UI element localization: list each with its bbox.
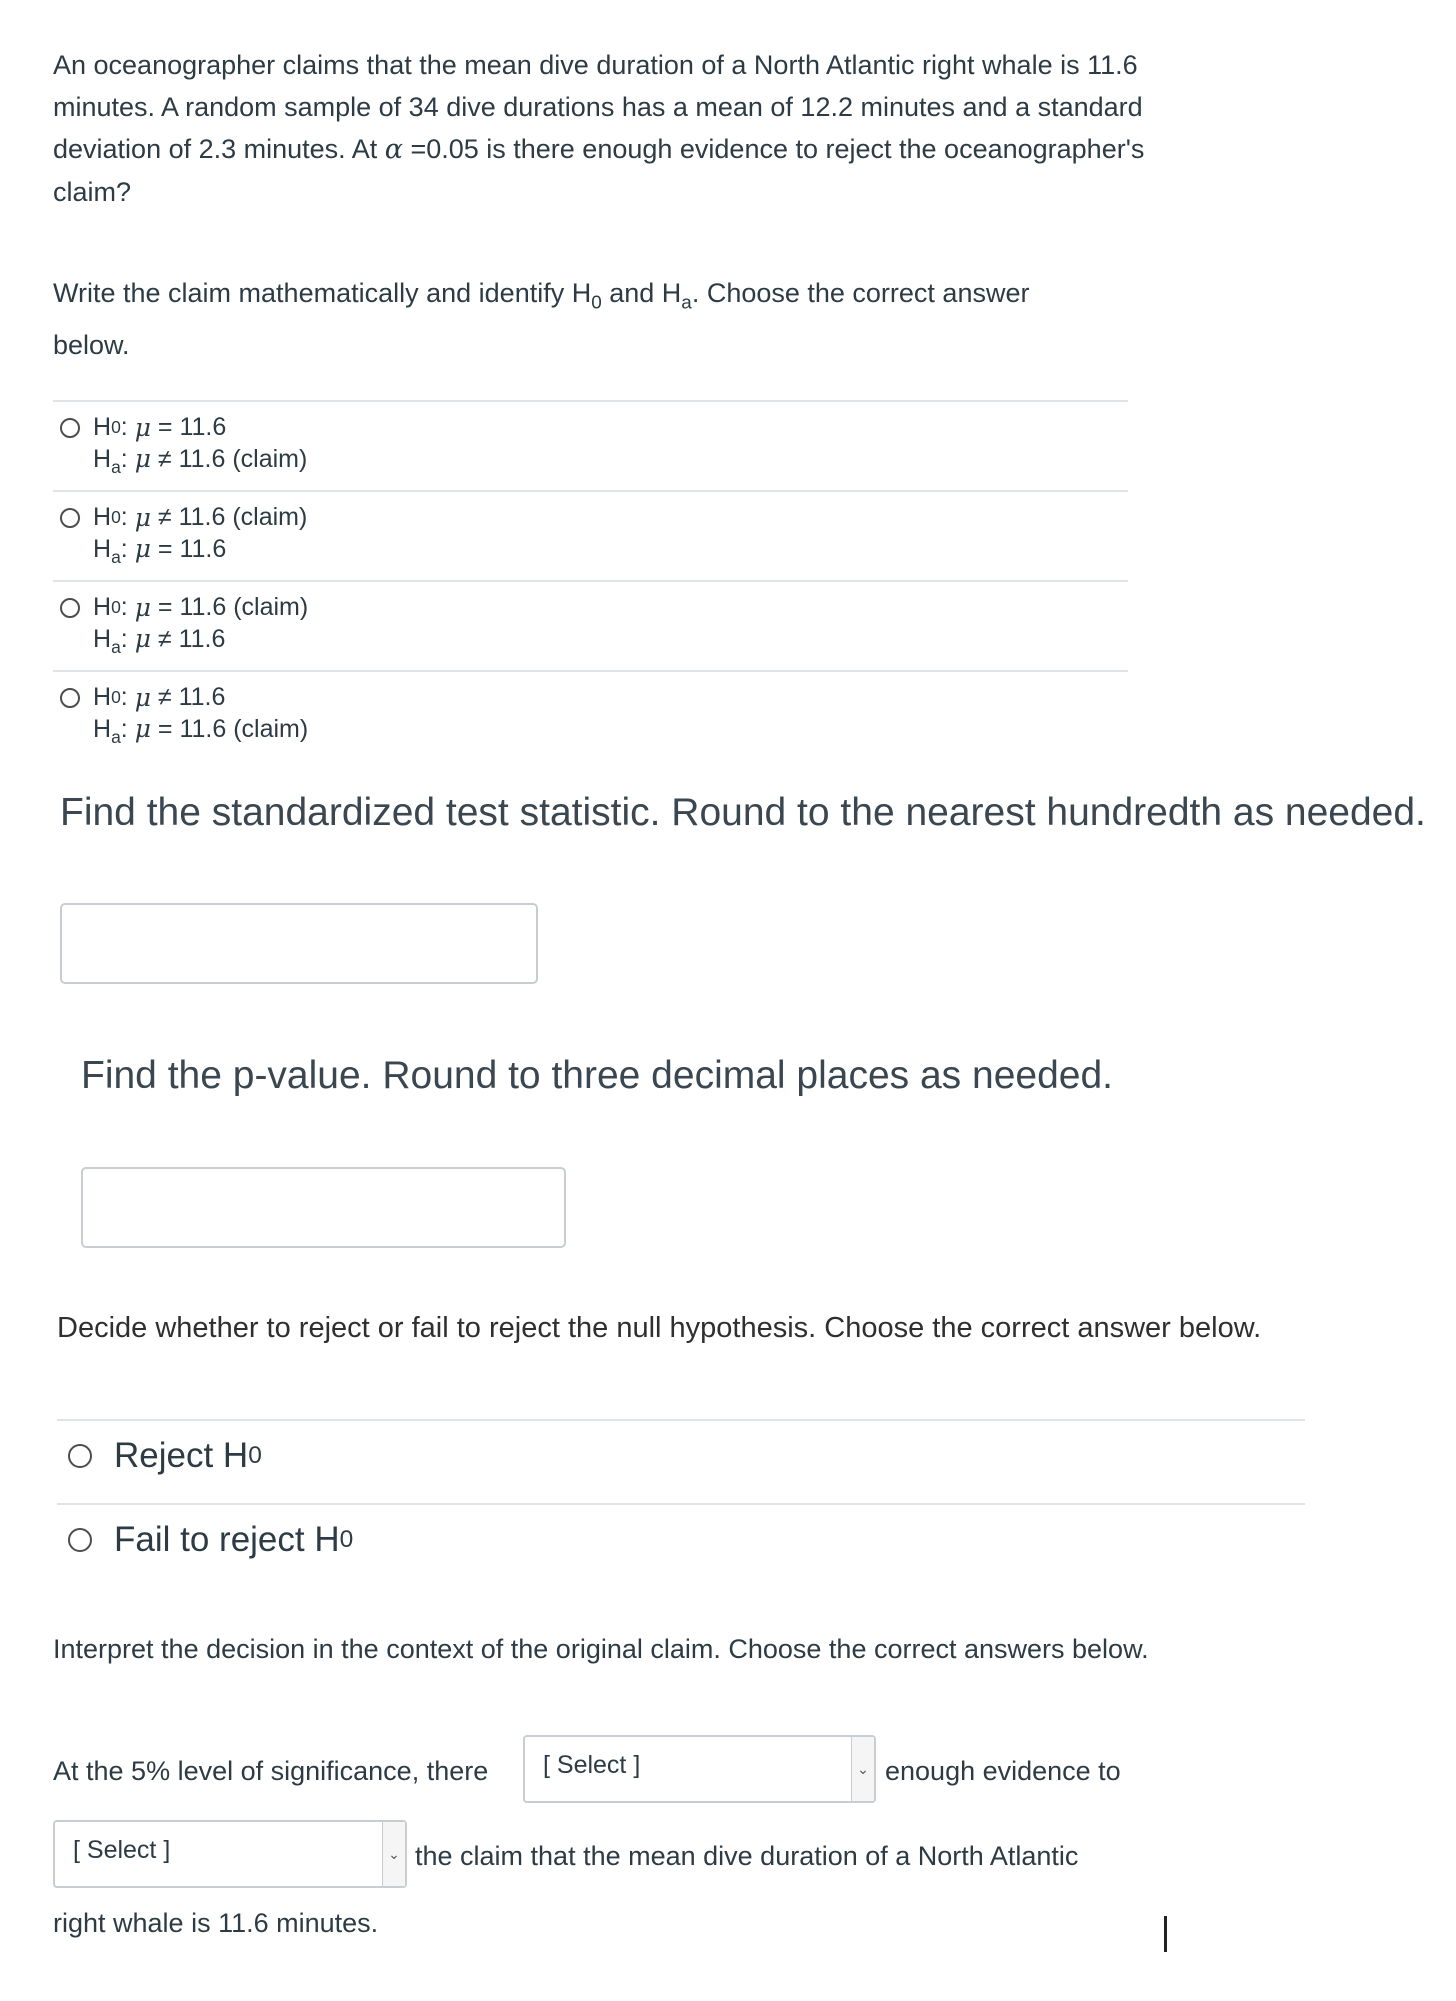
hypothesis-option-4[interactable]: H 0 : μ ≠ 11.6 $H_a$: μ = 11.6 (claim) [58, 682, 308, 753]
divider [53, 580, 1128, 582]
test-statistic-heading: Find the standardized test statistic. Round to the nearest hundredth as needed. [60, 791, 1426, 834]
fail-to-reject-h0-option[interactable]: Fail to reject H 0 [68, 1520, 353, 1560]
hypothesis-option-2[interactable]: H 0 : μ ≠ 11.6 (claim) $H_a$: μ = 11.6 [58, 502, 307, 573]
ha-statement: ≠ 11.6 (claim) [157, 445, 308, 473]
radio-icon[interactable] [60, 418, 80, 438]
radio-icon[interactable] [60, 688, 80, 708]
ha-statement: = 11.6 (claim) [157, 715, 309, 743]
divider [57, 1503, 1305, 1505]
hypothesis-prompt: Write the claim mathematically and identify $H_0$ and $H_a$. Choose the correct answer below. [53, 278, 1030, 361]
ha-statement: = 11.6 [157, 535, 227, 563]
text-cursor-icon [1164, 1916, 1167, 1952]
divider [53, 490, 1128, 492]
h0-statement: ≠ 11.6 (claim) [157, 503, 308, 531]
h0-statement: = 11.6 [157, 413, 227, 441]
action-select[interactable]: [ Select ] ⌄ [53, 1820, 407, 1888]
hypothesis-option-3[interactable]: H 0 : μ = 11.6 (claim) $H_a$: μ ≠ 11.6 [58, 592, 308, 663]
p-value-heading: Find the p-value. Round to three decimal places as needed. [81, 1054, 1113, 1097]
hypothesis-option-1[interactable]: H 0 : μ = 11.6 $H_a$: μ ≠ 11.6 (claim) [58, 412, 307, 483]
problem-statement: An oceanographer claims that the mean dive duration of a North Atlantic right whale is 11.6 minutes. A random sample of 34 dive durations has a mean of 12.2 minutes and a standard deviation of 2.3 minutes. At α =0.05 is there enough evidence to reject the oceanographer's claim? [53, 50, 1145, 207]
reject-h0-option[interactable]: Reject H 0 [68, 1436, 262, 1476]
divider [53, 400, 1128, 402]
divider [57, 1419, 1305, 1421]
chevron-down-icon[interactable]: ⌄ [382, 1822, 405, 1886]
radio-icon[interactable] [68, 1444, 92, 1468]
interpret-sentence-d: right whale is 11.6 minutes. [53, 1908, 379, 1938]
test-statistic-input[interactable] [60, 903, 538, 984]
interpret-prompt: Interpret the decision in the context of the original claim. Choose the correct answers below. [53, 1634, 1149, 1664]
h0-statement: = 11.6 (claim) [157, 593, 309, 621]
evidence-select[interactable]: [ Select ] ⌄ [523, 1735, 876, 1803]
ha-statement: ≠ 11.6 [157, 625, 226, 653]
radio-icon[interactable] [68, 1528, 92, 1552]
interpret-sentence-c: the claim that the mean dive duration of a North Atlantic [415, 1841, 1079, 1871]
h0-statement: ≠ 11.6 [157, 683, 226, 711]
alpha-symbol: α [384, 134, 403, 165]
decision-prompt: Decide whether to reject or fail to reject the null hypothesis. Choose the correct answer below. [57, 1312, 1262, 1344]
radio-icon[interactable] [60, 598, 80, 618]
p-value-input[interactable] [81, 1167, 566, 1248]
interpret-sentence-a: At the 5% level of significance, there [53, 1756, 489, 1786]
chevron-down-icon[interactable]: ⌄ [851, 1737, 874, 1801]
interpret-sentence-b: enough evidence to [885, 1756, 1121, 1786]
radio-icon[interactable] [60, 508, 80, 528]
divider [53, 670, 1128, 672]
